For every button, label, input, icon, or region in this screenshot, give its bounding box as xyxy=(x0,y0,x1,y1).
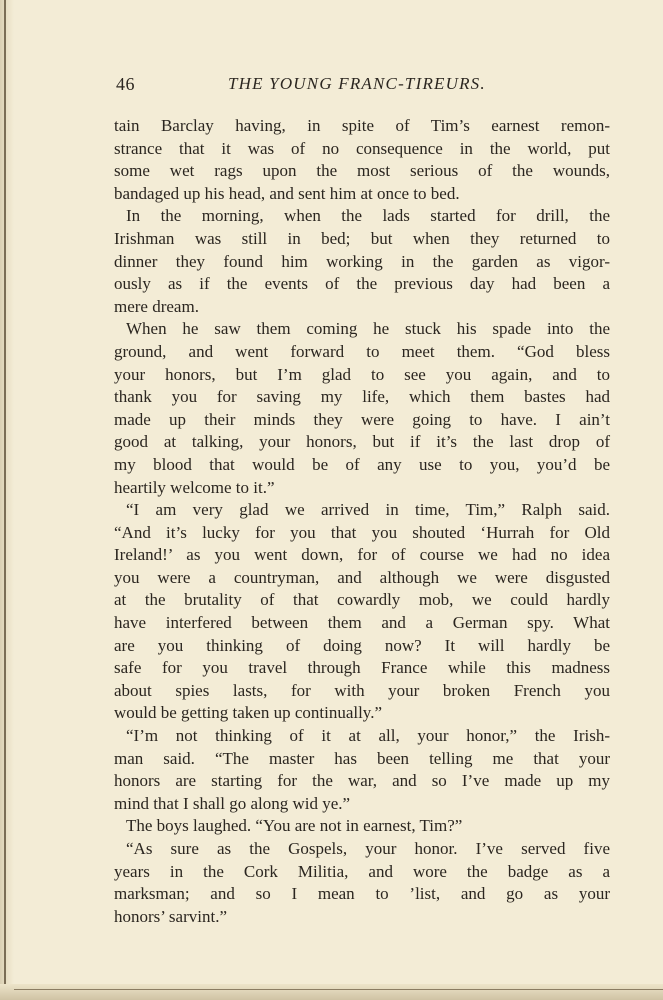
text-line: man said. “The master has been telling me that your xyxy=(114,748,610,768)
text-line: are you thinking of doing now? It will hardly be xyxy=(114,635,610,655)
text-line: marksman; and so I mean to ’list, and go as your xyxy=(114,884,610,904)
text-line: have interfered between them and a German spy. What xyxy=(114,613,610,633)
text-line: In the morning, when the lads started for drill, the xyxy=(126,206,610,226)
text-line: Irishman was still in bed; but when they returned to xyxy=(114,228,610,248)
page-header xyxy=(116,74,616,100)
text-line: honors’ sarvint.” xyxy=(114,906,227,926)
text-line: you were a countryman, and although we were disgusted xyxy=(114,567,610,587)
text-line: tain Barclay having, in spite of Tim’s earnest remon- xyxy=(114,116,610,135)
page-number: 46 xyxy=(116,74,135,94)
page-bottom-edge xyxy=(0,984,663,1000)
text-line: mind that I shall go along wid ye.” xyxy=(114,793,351,813)
text-line: The boys laughed. “You are not in earnest, Tim?” xyxy=(126,816,463,836)
text-line: honors are starting for the war, and so I’ve made up my xyxy=(114,771,610,791)
text-line: “I’m not thinking of it at all, your honor,” the Irish- xyxy=(126,726,610,746)
running-title: THE YOUNG FRANC-TIREURS. xyxy=(228,74,486,93)
text-line: about spies lasts, for with your broken French you xyxy=(114,680,610,700)
text-line: safe for you travel through France while this madness xyxy=(114,658,610,678)
text-line: heartily welcome to it.” xyxy=(114,477,275,497)
text-line: “As sure as the Gospels, your honor. I’ve served five xyxy=(126,839,610,858)
text-line: years in the Cork Militia, and wore the badge as a xyxy=(114,861,610,881)
text-line: dinner they found him working in the garden as vigor- xyxy=(114,251,610,271)
text-line: “I am very glad we arrived in time, Tim,” Ralph said. xyxy=(126,500,610,520)
binding-gutter xyxy=(0,0,14,1000)
text-line: Ireland!’ as you went down, for of course we had no idea xyxy=(114,545,610,565)
text-line: some wet rags upon the most serious of the wounds, xyxy=(114,161,610,181)
body-text xyxy=(114,115,610,928)
text-line: mere dream. xyxy=(114,296,199,316)
text-line: ously as if the events of the previous day had been a xyxy=(114,274,610,294)
text-line: would be getting taken up continually.” xyxy=(114,703,382,723)
text-line: good at talking, your honors, but if it’s the last drop of xyxy=(114,432,610,452)
bottom-rule xyxy=(14,989,663,990)
text-line: When he saw them coming he stuck his spade into the xyxy=(126,319,610,339)
text-line: thank you for saving my life, which them bastes had xyxy=(114,387,610,407)
binding-edge-line xyxy=(4,0,6,1000)
text-line: your honors, but I’m glad to see you again, and to xyxy=(114,364,610,384)
text-line: ground, and went forward to meet them. “God bless xyxy=(114,341,610,361)
text-line: strance that it was of no consequence in the world, put xyxy=(114,138,610,158)
text-line: bandaged up his head, and sent him at once to bed. xyxy=(114,183,460,203)
text-line: “And it’s lucky for you that you shouted ‘Hurrah for Old xyxy=(114,522,610,542)
text-line: at the brutality of that cowardly mob, we could hardly xyxy=(114,590,610,610)
text-line: made up their minds they were going to have. I ain’t xyxy=(114,409,610,429)
text-line: my blood that would be of any use to you, you’d be xyxy=(114,454,610,474)
